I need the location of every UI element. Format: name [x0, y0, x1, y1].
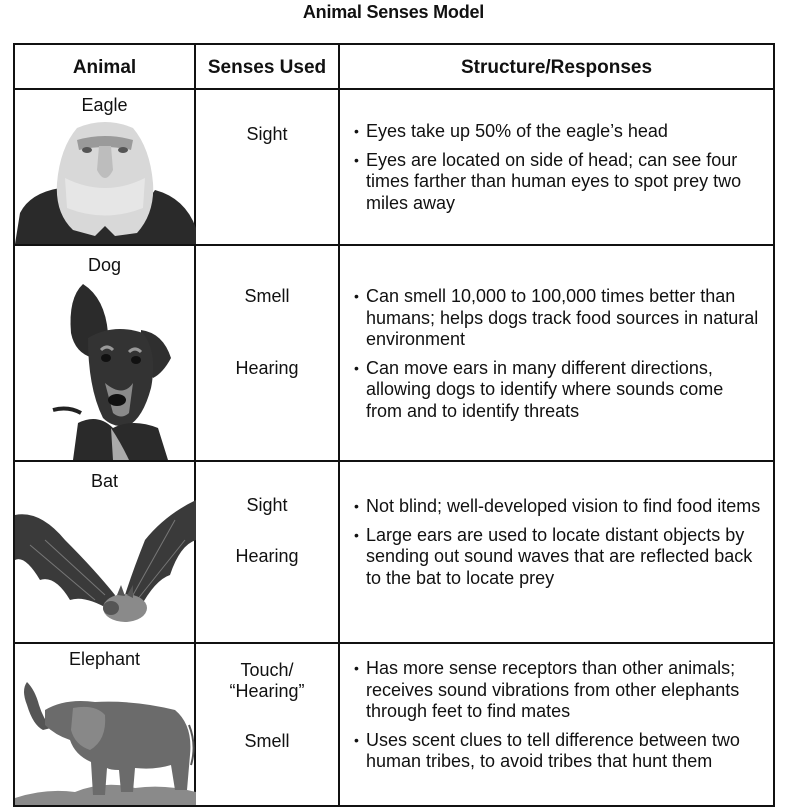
animal-cell	[15, 644, 196, 805]
response-item: • Large ears are used to locate distant objects by sending out sound waves that are reflected back to the bat to locate prey	[354, 525, 763, 590]
response-item: • Has more sense receptors than other animals; receives sound vibrations from other elephants through feet to find mates	[354, 658, 763, 723]
table-header-row	[15, 45, 773, 90]
table-row-bat	[15, 462, 773, 644]
header-senses-label: Senses Used	[207, 57, 327, 78]
table-row-dog	[15, 246, 773, 462]
header-animal-label: Animal	[72, 57, 137, 78]
response-item: • Uses scent clues to tell difference between two human tribes, to avoid tribes that hunt them	[354, 730, 763, 773]
header-animal	[15, 45, 196, 88]
animal-cell	[15, 246, 196, 460]
sense-label-touch-hearing	[196, 660, 338, 702]
animal-cell	[15, 462, 196, 642]
responses-list	[354, 121, 763, 221]
sense-label: Smell	[244, 731, 290, 751]
table-row-elephant	[15, 644, 773, 805]
responses-cell	[340, 246, 773, 460]
senses-cell	[196, 90, 340, 244]
sense-line: “Hearing”	[229, 681, 305, 701]
eagle-photo	[15, 118, 196, 244]
sense-label: Sight	[246, 124, 288, 144]
header-structure-responses	[340, 45, 773, 88]
responses-cell	[340, 644, 773, 805]
page-title: Animal Senses Model	[302, 2, 485, 22]
response-item: • Eyes are located on side of head; can see four times farther than human eyes to spot prey two miles away	[354, 150, 763, 215]
animal-name: Elephant	[68, 649, 141, 669]
animal-name: Eagle	[81, 95, 128, 115]
senses-cell	[196, 644, 340, 805]
table-row-eagle	[15, 90, 773, 246]
header-senses-used	[196, 45, 340, 88]
response-item: • Can smell 10,000 to 100,000 times better than humans; helps dogs track food sources in natural environment	[354, 286, 763, 351]
dog-photo	[33, 278, 183, 460]
responses-cell	[340, 462, 773, 642]
animal-senses-table	[13, 43, 775, 807]
response-item: • Eyes take up 50% of the eagle’s head	[354, 121, 763, 143]
response-item: • Can move ears in many different directions, allowing dogs to identify where sounds come from and to identify threats	[354, 358, 763, 423]
animal-name: Dog	[87, 255, 122, 275]
bat-photo	[15, 500, 196, 640]
responses-list	[354, 658, 763, 780]
sense-line: Touch/	[240, 660, 294, 680]
sense-label: Sight	[246, 495, 288, 515]
responses-cell	[340, 90, 773, 244]
animal-cell	[15, 90, 196, 244]
senses-cell	[196, 246, 340, 460]
senses-cell	[196, 462, 340, 642]
sense-label: Hearing	[235, 546, 299, 566]
responses-list	[354, 496, 763, 596]
animal-name: Bat	[90, 471, 119, 491]
sense-label: Hearing	[235, 358, 299, 378]
responses-list	[354, 286, 763, 429]
response-item: • Not blind; well-developed vision to find food items	[354, 496, 763, 518]
sense-label: Smell	[244, 286, 290, 306]
elephant-photo	[15, 680, 196, 805]
header-responses-label: Structure/Responses	[460, 57, 653, 78]
